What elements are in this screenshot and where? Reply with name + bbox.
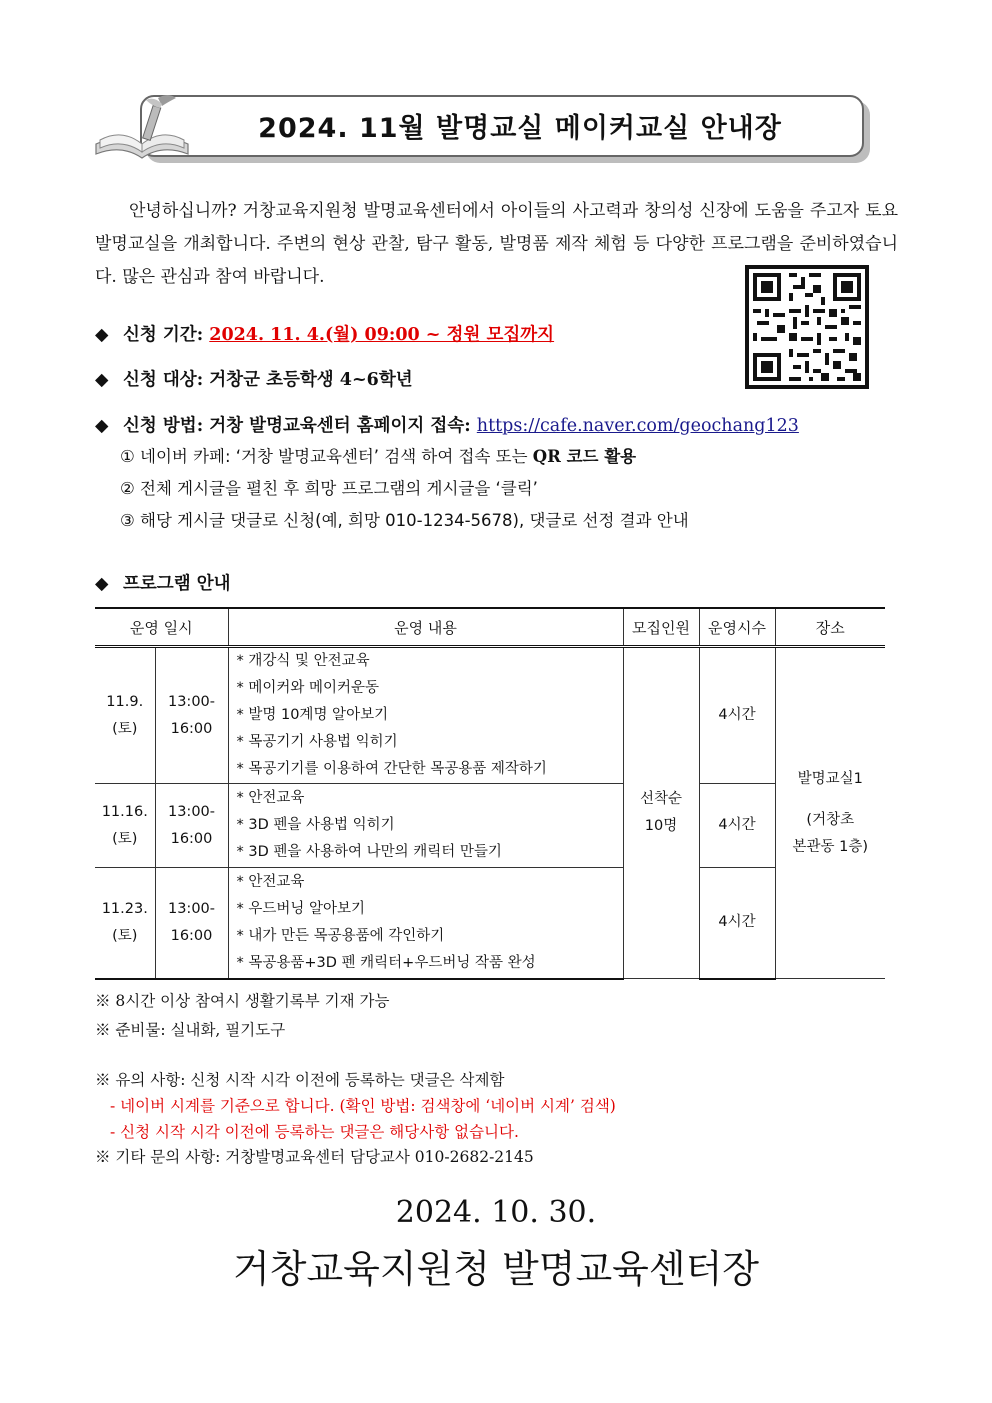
hours-cell: 4시간 [699, 647, 775, 784]
program-table [95, 607, 885, 980]
method-value: 거창 발명교육센터 홈페이지 접속: [209, 416, 471, 436]
header-place: 장소 [775, 608, 885, 647]
hours-cell: 4시간 [699, 784, 775, 868]
apply-method [95, 412, 799, 437]
note-naver-clock: - 네이버 시계를 기준으로 합니다. (확인 방법: 검색창에 ‘네이버 시계’ 검색) [110, 1097, 616, 1115]
table-row [95, 784, 885, 868]
date-cell: 11.16. (토) [95, 784, 155, 868]
note-contact: ※ 기타 문의 사항: 거창발명교육센터 담당교사 010-2682-2145 [95, 1148, 534, 1166]
method-label: 신청 방법: [123, 416, 204, 436]
diamond-bullet-icon: ◆ [95, 574, 109, 594]
note-early-comments: - 신청 시작 시각 이전에 등록하는 댓글은 해당사항 없습니다. [110, 1123, 519, 1141]
step-number: ① [120, 447, 135, 466]
cafe-link[interactable]: https://cafe.naver.com/geochang123 [476, 416, 799, 436]
period-label: 신청 기간: [123, 325, 204, 345]
step-text: 해당 게시글 댓글로 신청(예, 희망 010-1234-5678), 댓글로 선정 결과 안내 [140, 511, 689, 530]
header-content: 운영 내용 [228, 608, 623, 647]
step-text: 네이버 카페: ‘거창 발명교육센터’ 검색 하여 접속 또는 [140, 447, 528, 466]
table-row [95, 647, 885, 784]
page-title: 2024. 11월 발명교실 메이커교실 안내장 [258, 112, 782, 144]
time-cell: 13:00- 16:00 [155, 647, 228, 784]
content-cell: * 안전교육 * 우드버닝 알아보기 * 내가 만든 목공용품에 각인하기 * 목공용품+3D 펜 캐릭터+우드버닝 작품 완성 [228, 868, 623, 979]
time-cell: 13:00- 16:00 [155, 868, 228, 979]
note-caution: ※ 유의 사항: 신청 시작 시각 이전에 등록하는 댓글은 삭제함 [95, 1071, 505, 1089]
step-text: 전체 게시글을 펼친 후 희망 프로그램의 게시글을 ‘클릭’ [140, 479, 538, 498]
content-cell: * 개강식 및 안전교육 * 메이커와 메이커운동 * 발명 10계명 알아보기 * 목공기기 사용법 익히기 * 목공기기를 이용하여 간단한 목공용품 제작하기 [228, 647, 623, 784]
date-cell: 11.23. (토) [95, 868, 155, 979]
target-label: 신청 대상: [123, 370, 204, 390]
diamond-bullet-icon: ◆ [95, 370, 109, 390]
apply-period [95, 321, 554, 346]
hours-cell: 4시간 [699, 868, 775, 979]
content-cell: * 안전교육 * 3D 펜을 사용법 익히기 * 3D 펜을 사용하여 나만의 캐릭터 만들기 [228, 784, 623, 868]
target-value: 거창군 초등학생 4~6학년 [209, 370, 413, 390]
time-cell: 13:00- 16:00 [155, 784, 228, 868]
header-schedule: 운영 일시 [95, 608, 228, 647]
intro-text: 안녕하십니까? 거창교육지원청 발명교육센터에서 아이들의 사고력과 창의성 신장에 도움을 주고자 토요 발명교실을 개최합니다. 주변의 현상 관찰, 탐구 활동, 발명품 제작 체험 등 다양한 프로그램을 준비하였습니다. 많은 관심과 참여 바랍니다. [95, 201, 898, 287]
qr-code[interactable] [745, 265, 869, 389]
date-cell: 11.9. (토) [95, 647, 155, 784]
signature: 거창교육지원청 발명교육센터장 [233, 1247, 759, 1291]
step-2 [120, 475, 538, 499]
program-heading [95, 570, 231, 595]
program-label: 프로그램 안내 [123, 574, 231, 594]
step-bold: QR 코드 활용 [532, 447, 637, 466]
period-value: 2024. 11. 4.(월) 09:00 ~ 정원 모집까지 [209, 325, 555, 345]
step-number: ③ [120, 511, 135, 530]
step-1 [120, 443, 636, 467]
place-cell: 발명교실1 (거창초 본관동 1층) [775, 647, 885, 979]
table-row [95, 868, 885, 979]
recruit-cell: 선착순 10명 [623, 647, 699, 979]
step-number: ② [120, 479, 135, 498]
apply-target [95, 366, 413, 391]
diamond-bullet-icon: ◆ [95, 416, 109, 436]
note-record: ※ 8시간 이상 참여시 생활기록부 기재 가능 [95, 992, 390, 1010]
diamond-bullet-icon: ◆ [95, 325, 109, 345]
header-hours: 운영시수 [699, 608, 775, 647]
step-3 [120, 507, 689, 531]
header-recruit: 모집인원 [623, 608, 699, 647]
issue-date: 2024. 10. 30. [395, 1195, 597, 1230]
table-header-row [95, 608, 885, 647]
note-supplies: ※ 준비물: 실내화, 필기도구 [95, 1021, 286, 1039]
